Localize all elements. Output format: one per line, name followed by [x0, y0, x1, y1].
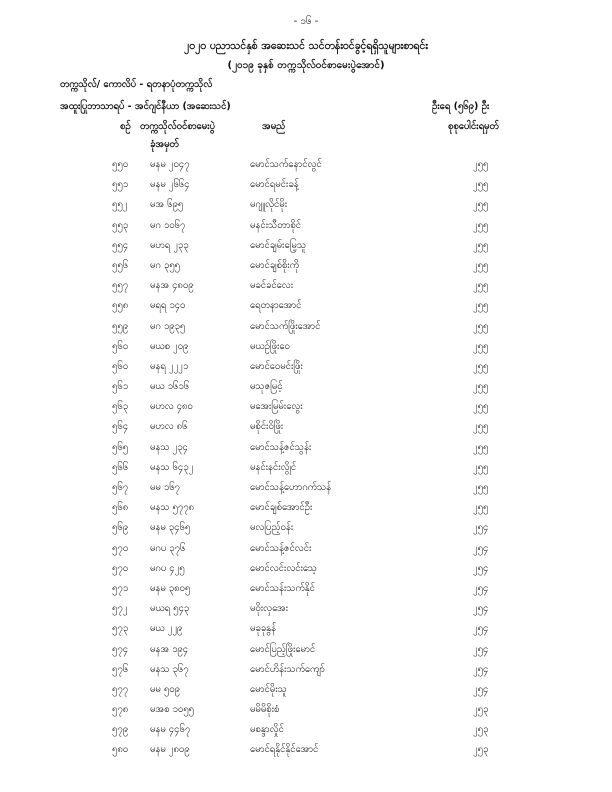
table-row — [0, 562, 612, 582]
total-marks: ၂၅၄ — [473, 663, 489, 675]
student-name: မစန္ဒာလှိုင် — [250, 724, 284, 736]
student-name: မောင်သက်ဖြိုးအောင် — [250, 320, 321, 332]
roll-number: မဟရ ၂၃၃ — [150, 239, 189, 251]
total-marks: ၂၅၅ — [473, 219, 489, 231]
table-row — [0, 299, 612, 319]
roll-number: မနမ ၃၈၀၅ — [150, 582, 191, 594]
row-number: ၅၇၇ — [112, 683, 129, 695]
row-number: ၅၆၅ — [112, 441, 129, 453]
row-number: ၅၅၈ — [112, 300, 129, 312]
table-row — [0, 198, 612, 218]
row-number: ၅၆၃ — [112, 401, 129, 413]
student-name: မောင်သန့်ဇင်လင်း — [250, 542, 312, 554]
total-marks: ၂၅၃ — [473, 744, 489, 756]
roll-number: မဟလ ၈၆ — [150, 421, 188, 433]
student-name: မောင်ပြည့်ဖြိုးမောင် — [250, 643, 316, 655]
row-number: ၅၆၀ — [112, 340, 129, 352]
row-number: ၅၅၉ — [112, 320, 129, 332]
student-name: မလပြည့်ဝန်း — [250, 522, 294, 534]
table-row — [0, 420, 612, 440]
roll-number: မယစ ၂၀၉ — [150, 340, 189, 352]
total-marks: ၂၅၄ — [473, 562, 489, 574]
row-number: ၅၇၉ — [112, 724, 129, 736]
student-name: မောင်ချမ်းမြေ့သူ — [250, 239, 306, 251]
student-name: မောင်ရမင်းခန့် — [250, 179, 299, 191]
row-number: ၅၅၃ — [112, 219, 129, 231]
total-marks: ၂၅၅ — [473, 300, 489, 312]
roll-number: မအ ၆၉၅ — [150, 199, 184, 211]
row-number: ၅၆၁ — [112, 381, 129, 393]
total-marks: ၂၅၄ — [473, 623, 489, 635]
table-row — [0, 360, 612, 380]
table-row — [0, 501, 612, 521]
roll-number: မနသ ၃၆၇ — [150, 663, 189, 675]
table-row — [0, 743, 612, 763]
table-row — [0, 441, 612, 461]
row-number: ၅၅၀ — [112, 159, 129, 170]
table-row — [0, 481, 612, 501]
roll-number: မနရ ၂၂၂၁ — [150, 360, 189, 372]
total-marks: ၂၅၅ — [473, 259, 489, 271]
total-marks: ၂၅၅ — [473, 381, 489, 393]
total-marks: ၂၅၅ — [473, 421, 489, 433]
row-number: ၅၇၈ — [112, 704, 129, 716]
table-row — [0, 723, 612, 743]
roll-number: မနသ ၅၇၇၈ — [150, 502, 195, 514]
roll-number: မနအ ၁၉၄ — [150, 643, 189, 655]
specialty-line: အထူးပြုဘာသာရပ် - အင်ဂျင်နီယာ (အဆေးသင်) — [60, 101, 231, 112]
total-marks: ၂၅၃ — [473, 704, 489, 716]
student-name: မယဉ်ဖြိုးဝေ — [250, 340, 290, 352]
table-row — [0, 622, 612, 642]
table-row — [0, 703, 612, 723]
roll-number: မဂပ ၃၇၆ — [150, 542, 186, 554]
student-name: မဂျူလိုင်မိုး — [250, 199, 288, 211]
total-marks: ၂၅၅ — [473, 461, 489, 473]
table-row — [0, 239, 612, 259]
row-number: ၅၇၄ — [112, 643, 129, 655]
total-marks: ၂၅၅ — [473, 280, 489, 292]
student-name: မောင်ချစ်အောင်ဦး — [250, 502, 313, 514]
row-number: ၅၆၀ — [112, 360, 129, 372]
total-marks: ၂၅၄ — [473, 643, 489, 655]
student-name: မမိမိစိုးစံ — [250, 704, 280, 716]
row-number: ၅၆၈ — [112, 502, 129, 514]
table-row — [0, 461, 612, 481]
table-row — [0, 683, 612, 703]
total-marks: ၂၅၄ — [473, 603, 489, 615]
row-number: ၅၇၀ — [112, 542, 129, 554]
row-number: ၅၅၇ — [112, 280, 129, 292]
roll-number: မဂ ၁၀၆၇ — [150, 219, 186, 231]
roll-number: မနမ ၂၀၄၇ — [150, 159, 190, 170]
table-row — [0, 542, 612, 562]
student-name: မောင်သန့်ဟောဂက်သန် — [250, 482, 332, 493]
row-number: ၅၇၁ — [112, 582, 129, 594]
results-table — [0, 158, 612, 764]
row-number: ၅၅၂ — [112, 199, 128, 211]
total-marks: ၂၅၅ — [473, 482, 489, 493]
roll-number: မမ ၅၀၉ — [150, 683, 180, 695]
row-number: ၅၅၄ — [112, 239, 129, 251]
table-row — [0, 279, 612, 299]
header-roll: တက္ကသိုလ်ဝင်စာမေးပွဲ — [140, 121, 215, 132]
total-marks: ၂၅၅ — [473, 502, 489, 514]
student-name: မသုဇမြင့် — [250, 381, 283, 393]
table-row — [0, 158, 612, 178]
total-marks: ၂၅၅ — [473, 441, 489, 453]
header-no: စဉ် — [120, 121, 131, 132]
roll-number: မနမ ၂၈၀၉ — [150, 744, 190, 756]
roll-number: မဟလ ၄၈၀ — [150, 401, 193, 413]
total-marks: ၂၅၅ — [473, 320, 489, 332]
student-name: မဝိုးလှအေး — [250, 603, 288, 615]
table-row — [0, 400, 612, 420]
roll-number: မနသ ၂၃၄ — [150, 441, 188, 453]
roll-number: မဂ ၃၅၅ — [150, 259, 180, 271]
row-number: ၅၇၂ — [112, 603, 128, 615]
roll-number: မယရ ၅၄၃ — [150, 603, 190, 615]
roll-number: မနမ ၂၆၆၄ — [150, 179, 190, 191]
table-row — [0, 259, 612, 279]
student-name: မနင်းနင်းလွိုင် — [250, 461, 297, 473]
table-row — [0, 380, 612, 400]
roll-number: မနသ ၆၄၃၂ — [150, 461, 194, 473]
table-row — [0, 219, 612, 239]
total-marks: ၂၅၄ — [473, 522, 489, 534]
student-name: မောင်ဝေမင်းဖြိုး — [250, 360, 303, 372]
table-row — [0, 340, 612, 360]
roll-number: မယ ၁၆၁၆ — [150, 381, 190, 393]
roll-number: မယ ၂၂၉ — [150, 623, 183, 635]
row-number: ၅၇၃ — [112, 623, 129, 635]
total-marks: ၂၅၅ — [473, 199, 489, 211]
roll-number: မရရ ၁၄၀ — [150, 300, 186, 312]
student-name: မောင်ရနိုင်နိုင်အောင် — [250, 744, 319, 756]
student-name: မောင်သန်းသက်နိုင် — [250, 582, 315, 594]
row-number: ၅၈၀ — [112, 744, 129, 756]
document-title: ၂၀၂၀ ပညာသင်နှစ် အဆေးသင် သင်တန်းဝင်ခွင့်ရရှိသူများစာရင်း — [184, 40, 428, 52]
roll-number: မအစ ၁၀၅၅ — [150, 704, 194, 716]
student-name: မစိုင်းဝိဖြိုး — [250, 421, 284, 433]
table-row — [0, 521, 612, 541]
row-number: ၅၆၆ — [112, 461, 129, 473]
total-marks: ၂၅၅ — [473, 340, 489, 352]
total-marks: ၂၅၄ — [473, 582, 489, 594]
table-row — [0, 178, 612, 198]
roll-number: မနမ ၄၄၆၇ — [150, 724, 191, 736]
roll-number: မဂပ ၄၂၅ — [150, 562, 185, 574]
row-number: ၅၅၆ — [112, 259, 129, 271]
table-row — [0, 643, 612, 663]
student-name: မောင်သန့်ဇင်သွန်း — [250, 441, 312, 453]
total-marks: ၂၅၄ — [473, 542, 489, 554]
roll-number: မနမ ၃၄၆၅ — [150, 522, 191, 534]
header-name: အမည် — [262, 121, 286, 132]
table-row — [0, 663, 612, 683]
row-number: ၅၇၀ — [112, 562, 129, 574]
student-name: မခင်ခင်လေး — [250, 280, 294, 292]
roll-number: မနအ ၄၈၀၉ — [150, 280, 194, 292]
student-name: မခုခုနွန် — [250, 623, 276, 635]
university-line: တက္ကသိုလ်/ ကောလိပ် - ရတနာပုံတက္ကသိုလ် — [60, 79, 213, 90]
row-number: ၅၆၄ — [112, 421, 129, 433]
roll-number: မမ ၁၆၇ — [150, 482, 180, 493]
table-row — [0, 602, 612, 622]
student-name: မနင်းသီတာစိုင် — [250, 219, 301, 231]
student-name: မအေးမြမ်းလွေး — [250, 401, 303, 413]
header-roll-2: ခုံအမှတ် — [150, 139, 179, 150]
roll-number: မဂ ၁၉၃၅ — [150, 320, 186, 332]
document-subtitle: (၂၀၁၉ ခုနှစ် တက္ကသိုလ်ဝင်စာမေးပွဲအောင်) — [227, 60, 385, 71]
student-name: မောင်မိုးသူ — [250, 683, 287, 695]
total-marks: ၂၅၅ — [473, 159, 489, 170]
student-name: ရေတနာအောင် — [250, 300, 302, 312]
row-number: ၅၅၁ — [112, 179, 129, 191]
page-number: - ၁၆ - — [293, 16, 319, 27]
row-number: ၅၆၉ — [112, 522, 129, 534]
header-marks: စုစုပေါင်းရမှတ် — [448, 121, 499, 132]
total-marks: ၂၅၅ — [473, 401, 489, 413]
total-marks: ၂၅၅ — [473, 179, 489, 191]
row-number: ၅၆၇ — [112, 482, 129, 493]
total-marks: ၂၅၅ — [473, 360, 489, 372]
student-name: မောင်ဟိန်းသက်ကျော် — [250, 663, 325, 675]
student-name: မောင်သက်နောင်လွင် — [250, 159, 322, 170]
total-marks: ၂၅၃ — [473, 724, 489, 736]
count-line: ဦးရေ (၅၆၉) ဦး — [432, 101, 490, 112]
table-row — [0, 320, 612, 340]
student-name: မောင်လင်းလင်းသေ့ — [250, 562, 317, 574]
table-row — [0, 582, 612, 602]
student-name: မောင်ချစ်စိုးကို — [250, 259, 300, 271]
total-marks: ၂၅၄ — [473, 683, 489, 695]
row-number: ၅၇၆ — [112, 663, 129, 675]
total-marks: ၂၅၅ — [473, 239, 489, 251]
